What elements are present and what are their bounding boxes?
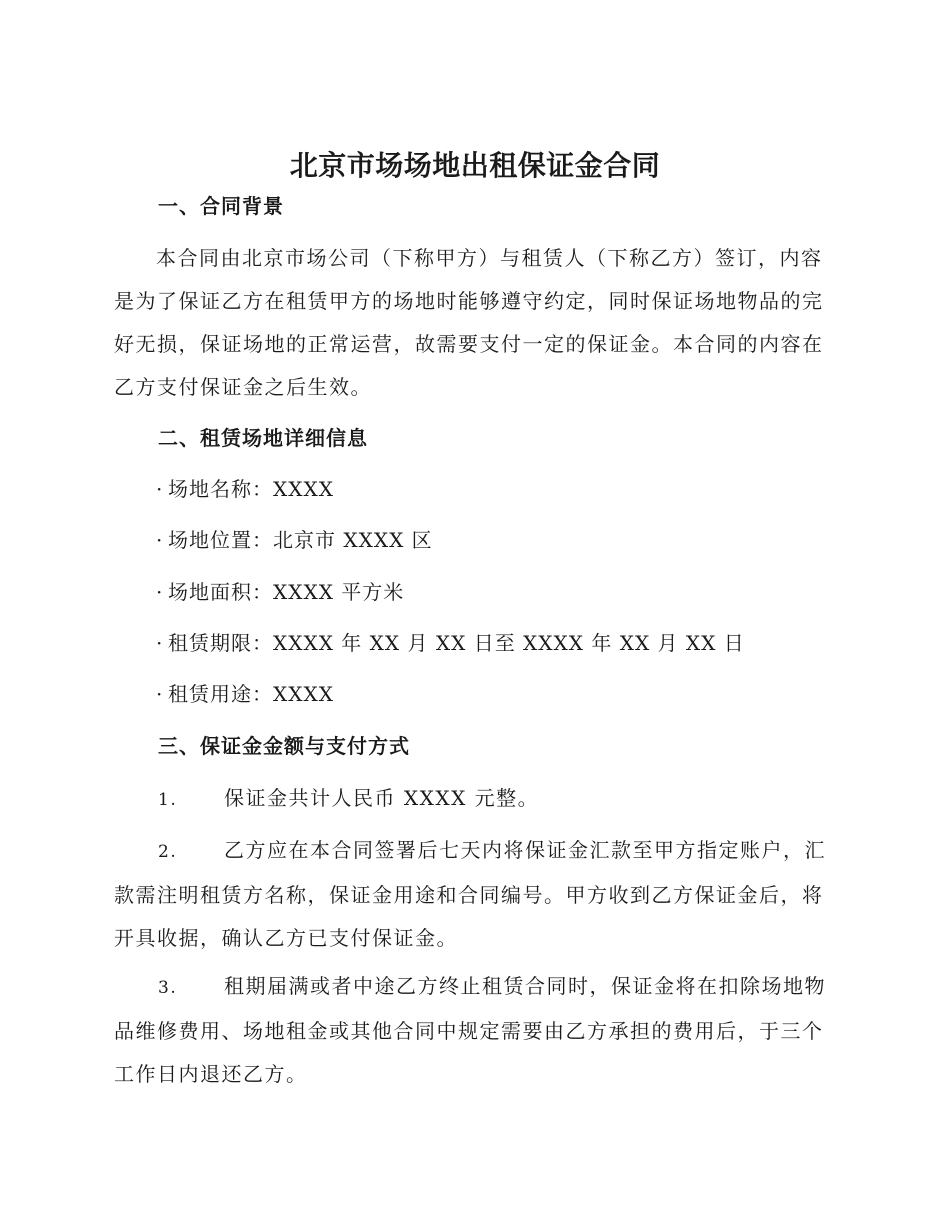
item-text: 工作日内退还乙方。 (114, 1062, 308, 1086)
list-item (156, 680, 334, 708)
document-title: 北京市场场地出租保证金合同 (289, 149, 661, 182)
bullet-icon: · (156, 580, 164, 604)
section-heading-deposit-payment: 三、保证金金额与支付方式 (158, 734, 410, 758)
list-item (156, 578, 404, 606)
item-text: 款需注明租赁方名称，保证金用途和合同编号。甲方收到乙方保证金后，将 (114, 883, 824, 907)
numbered-item (114, 777, 832, 822)
item-text: 乙方应在本合同签署后七天内将保证金汇款至甲方指定账户，汇 (224, 838, 826, 862)
item-number: 3. (158, 978, 178, 998)
bullet-icon: · (156, 477, 164, 501)
section-heading-venue-details: 二、租赁场地详细信息 (158, 426, 368, 450)
list-item-text: 租赁期限：XXXX 年 XX 月 XX 日至 XXXX 年 XX 月 XX 日 (168, 631, 745, 655)
item-number: 1. (158, 790, 178, 810)
list-item (156, 526, 433, 554)
list-item-text: 场地名称：XXXX (168, 477, 334, 501)
list-item-text: 场地面积：XXXX 平方米 (168, 580, 405, 604)
bullet-icon: · (156, 631, 164, 655)
list-item-text: 租赁用途：XXXX (168, 682, 334, 706)
item-text: 开具收据，确认乙方已支付保证金。 (114, 926, 458, 950)
list-item-text: 场地位置：北京市 XXXX 区 (168, 528, 433, 552)
paragraph-line: 乙方支付保证金之后生效。 (114, 375, 372, 399)
paragraph-line: 好无损，保证场地的正常运营，故需要支付一定的保证金。本合同的内容在 (114, 332, 824, 356)
numbered-item (114, 965, 832, 1096)
numbered-item (114, 829, 832, 960)
item-text: 品维修费用、场地租金或其他合同中规定需要由乙方承担的费用后，于三个 (114, 1019, 824, 1043)
list-item (156, 629, 745, 657)
bullet-icon: · (156, 528, 164, 552)
item-text: 保证金共计人民币 XXXX 元整。 (224, 786, 540, 810)
background-paragraph (114, 237, 832, 409)
item-text: 租期届满或者中途乙方终止租赁合同时，保证金将在扣除场地物 (224, 974, 826, 998)
paragraph-line: 是为了保证乙方在租赁甲方的场地时能够遵守约定，同时保证场地物品的完 (114, 289, 824, 313)
item-number: 2. (158, 842, 178, 862)
paragraph-line: 本合同由北京市场公司（下称甲方）与租赁人（下称乙方）签订，内容 (156, 246, 823, 270)
section-heading-background: 一、合同背景 (158, 194, 284, 218)
bullet-icon: · (156, 682, 164, 706)
list-item (156, 475, 334, 503)
